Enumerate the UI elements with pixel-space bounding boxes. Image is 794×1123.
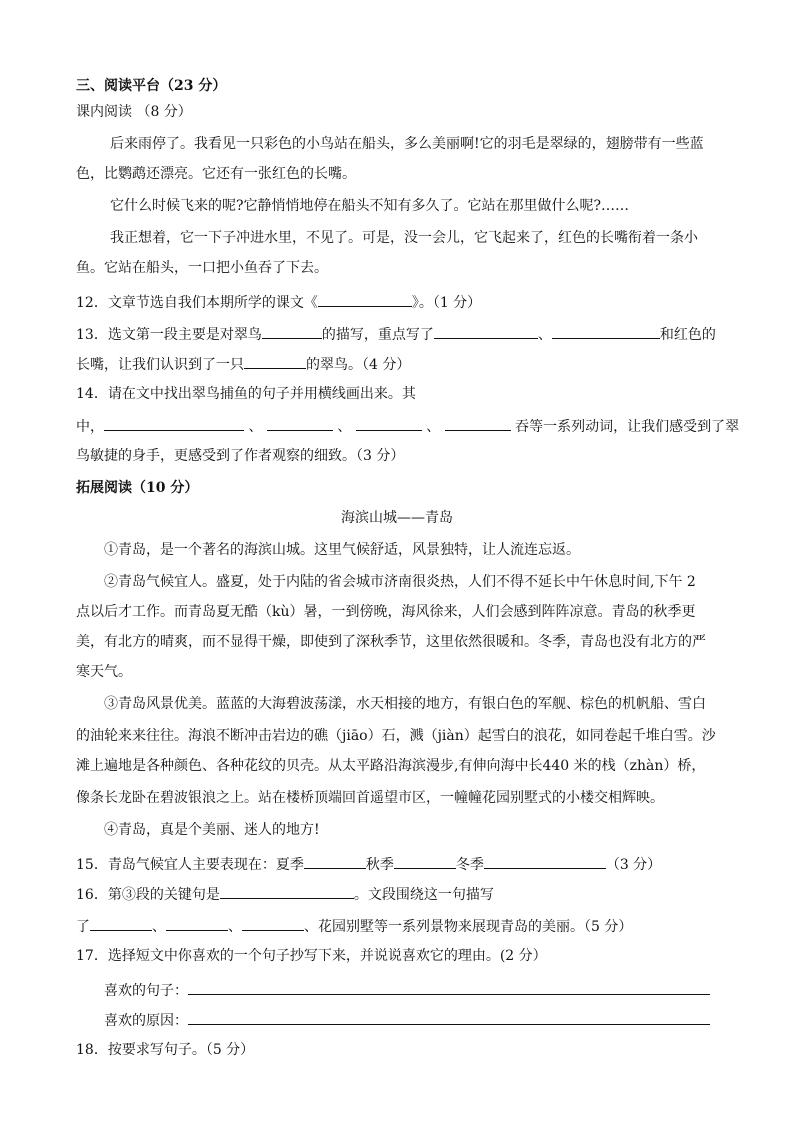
question-18: 18．按要求写句子。（5 分） bbox=[76, 1042, 255, 1058]
passage2-p3-line4: 像条长龙卧在碧波银浪之上。站在楼桥顶端回首遥望市区，一幢幢花园别墅式的小楼交相辉映。 bbox=[76, 790, 664, 806]
question-14: 14．请在文中找出翠鸟捕鱼的句子并用横线画出来。其 bbox=[76, 386, 416, 402]
section-heading: 三、阅读平台（23 分） bbox=[76, 78, 227, 94]
passage1-p2-line1: 它什么时候飞来的呢?它静悄悄地停在船头不知有多久了。它站在那里做什么呢?…… bbox=[110, 198, 630, 214]
question-13: 13．选文第一段主要是对翠鸟 的描写，重点写了 、 和红色的 bbox=[76, 322, 716, 345]
question-15: 15．青岛气候宜人主要表现在：夏季 秋季 冬季 （3 分） bbox=[76, 852, 661, 875]
part2-label: 拓展阅读（10 分） bbox=[76, 480, 199, 496]
favorite-reason-row: 喜欢的原因： bbox=[104, 1008, 710, 1031]
passage2-title: 海滨山城——青岛 bbox=[341, 510, 453, 526]
passage2-p3-line3: 滩上遍地是各种颜色、各种花纹的贝壳。从太平路沿海滨漫步,有伸向海中长440 米的栈（zhàn）桥， bbox=[76, 758, 706, 774]
favorite-sentence-field[interactable] bbox=[188, 978, 710, 995]
answer-blank[interactable] bbox=[220, 882, 354, 899]
answer-blank[interactable] bbox=[356, 414, 422, 431]
question-14-line3: 鸟敏捷的身手，更感受到了作者观察的细致。（3 分） bbox=[76, 448, 405, 464]
favorite-reason-field[interactable] bbox=[188, 1008, 710, 1025]
answer-blank[interactable] bbox=[445, 414, 511, 431]
answer-blank[interactable] bbox=[552, 322, 660, 339]
answer-blank[interactable] bbox=[304, 852, 366, 869]
answer-blank[interactable] bbox=[267, 414, 333, 431]
answer-blank[interactable] bbox=[166, 914, 228, 931]
passage1-p1-line1: 后来雨停了。我看见一只彩色的小鸟站在船头，多么美丽啊!它的羽毛是翠绿的，翅膀带有一些蓝 bbox=[110, 136, 704, 152]
passage2-p2-line3: 美，有北方的晴爽，而不显得干燥，即使到了深秋季节，这里依然很暖和。冬季，青岛也没有北方的严 bbox=[76, 634, 706, 650]
passage1-p1-line2: 色，比鹦鹉还漂亮。它还有一张红色的长嘴。 bbox=[76, 166, 356, 182]
question-12: 12．文章节选自我们本期所学的课文《 》。（1 分） bbox=[76, 290, 481, 313]
question-16: 16．第③段的关键句是 。文段围绕这一句描写 bbox=[76, 882, 494, 905]
passage2-p3-line2: 的油轮来来往往。海浪不断冲击岩边的礁（jiāo）石，溅（jiàn）起雪白的浪花，如同卷起千堆白雪。沙 bbox=[76, 728, 716, 744]
part1-label: 课内阅读 （8 分） bbox=[76, 104, 192, 120]
passage1-p3-line1: 我正想着，它一下子冲进水里，不见了。可是，没一会儿，它飞起来了，红色的长嘴衔着一条小 bbox=[110, 230, 698, 246]
passage2-p3-line1: ③青岛风景优美。蓝蓝的大海碧波荡漾，水天相接的地方，有银白色的军舰、棕色的机帆船、雪白 bbox=[104, 696, 706, 712]
answer-blank[interactable] bbox=[244, 352, 306, 369]
answer-blank[interactable] bbox=[262, 322, 322, 339]
answer-blank[interactable] bbox=[104, 414, 244, 431]
passage2-p1: ①青岛，是一个著名的海滨山城。这里气候舒适，风景独特，让人流连忘返。 bbox=[104, 542, 580, 558]
passage2-p2-line2: 点以后才工作。而青岛夏无酷（kù）暑，一到傍晚，海风徐来，人们会感到阵阵凉意。青岛的秋季更 bbox=[76, 604, 696, 620]
answer-blank[interactable] bbox=[434, 322, 538, 339]
passage2-p2-line1: ②青岛气候宜人。盛夏，处于内陆的省会城市济南很炎热，人们不得不延长中午休息时间,下午 2 bbox=[104, 574, 696, 590]
answer-blank[interactable] bbox=[394, 852, 456, 869]
question-16-line2: 了 、 、 、花园别墅等一系列景物来展现青岛的美丽。（5 分） bbox=[76, 914, 632, 937]
passage2-p2-line4: 寒天气。 bbox=[76, 664, 132, 680]
favorite-sentence-row: 喜欢的句子： bbox=[104, 978, 710, 1001]
passage2-p4: ④青岛，真是个美丽、迷人的地方! bbox=[104, 822, 320, 838]
passage1-p3-line2: 鱼。它站在船头，一口把小鱼吞了下去。 bbox=[76, 260, 328, 276]
answer-blank[interactable] bbox=[242, 914, 304, 931]
answer-blank[interactable] bbox=[318, 290, 412, 307]
answer-blank[interactable] bbox=[90, 914, 152, 931]
question-14-line2: 中， 、 、 、 吞等一系列动词，让我们感受到了翠 bbox=[76, 414, 739, 437]
question-13-line2: 长嘴，让我们认识到了一只 的翠鸟。（4 分） bbox=[76, 352, 410, 375]
circled-number: ③ bbox=[121, 887, 136, 903]
question-17: 17．选择短文中你喜欢的一个句子抄写下来，并说说喜欢它的理由。(2 分） bbox=[76, 948, 547, 964]
answer-blank[interactable] bbox=[484, 852, 606, 869]
